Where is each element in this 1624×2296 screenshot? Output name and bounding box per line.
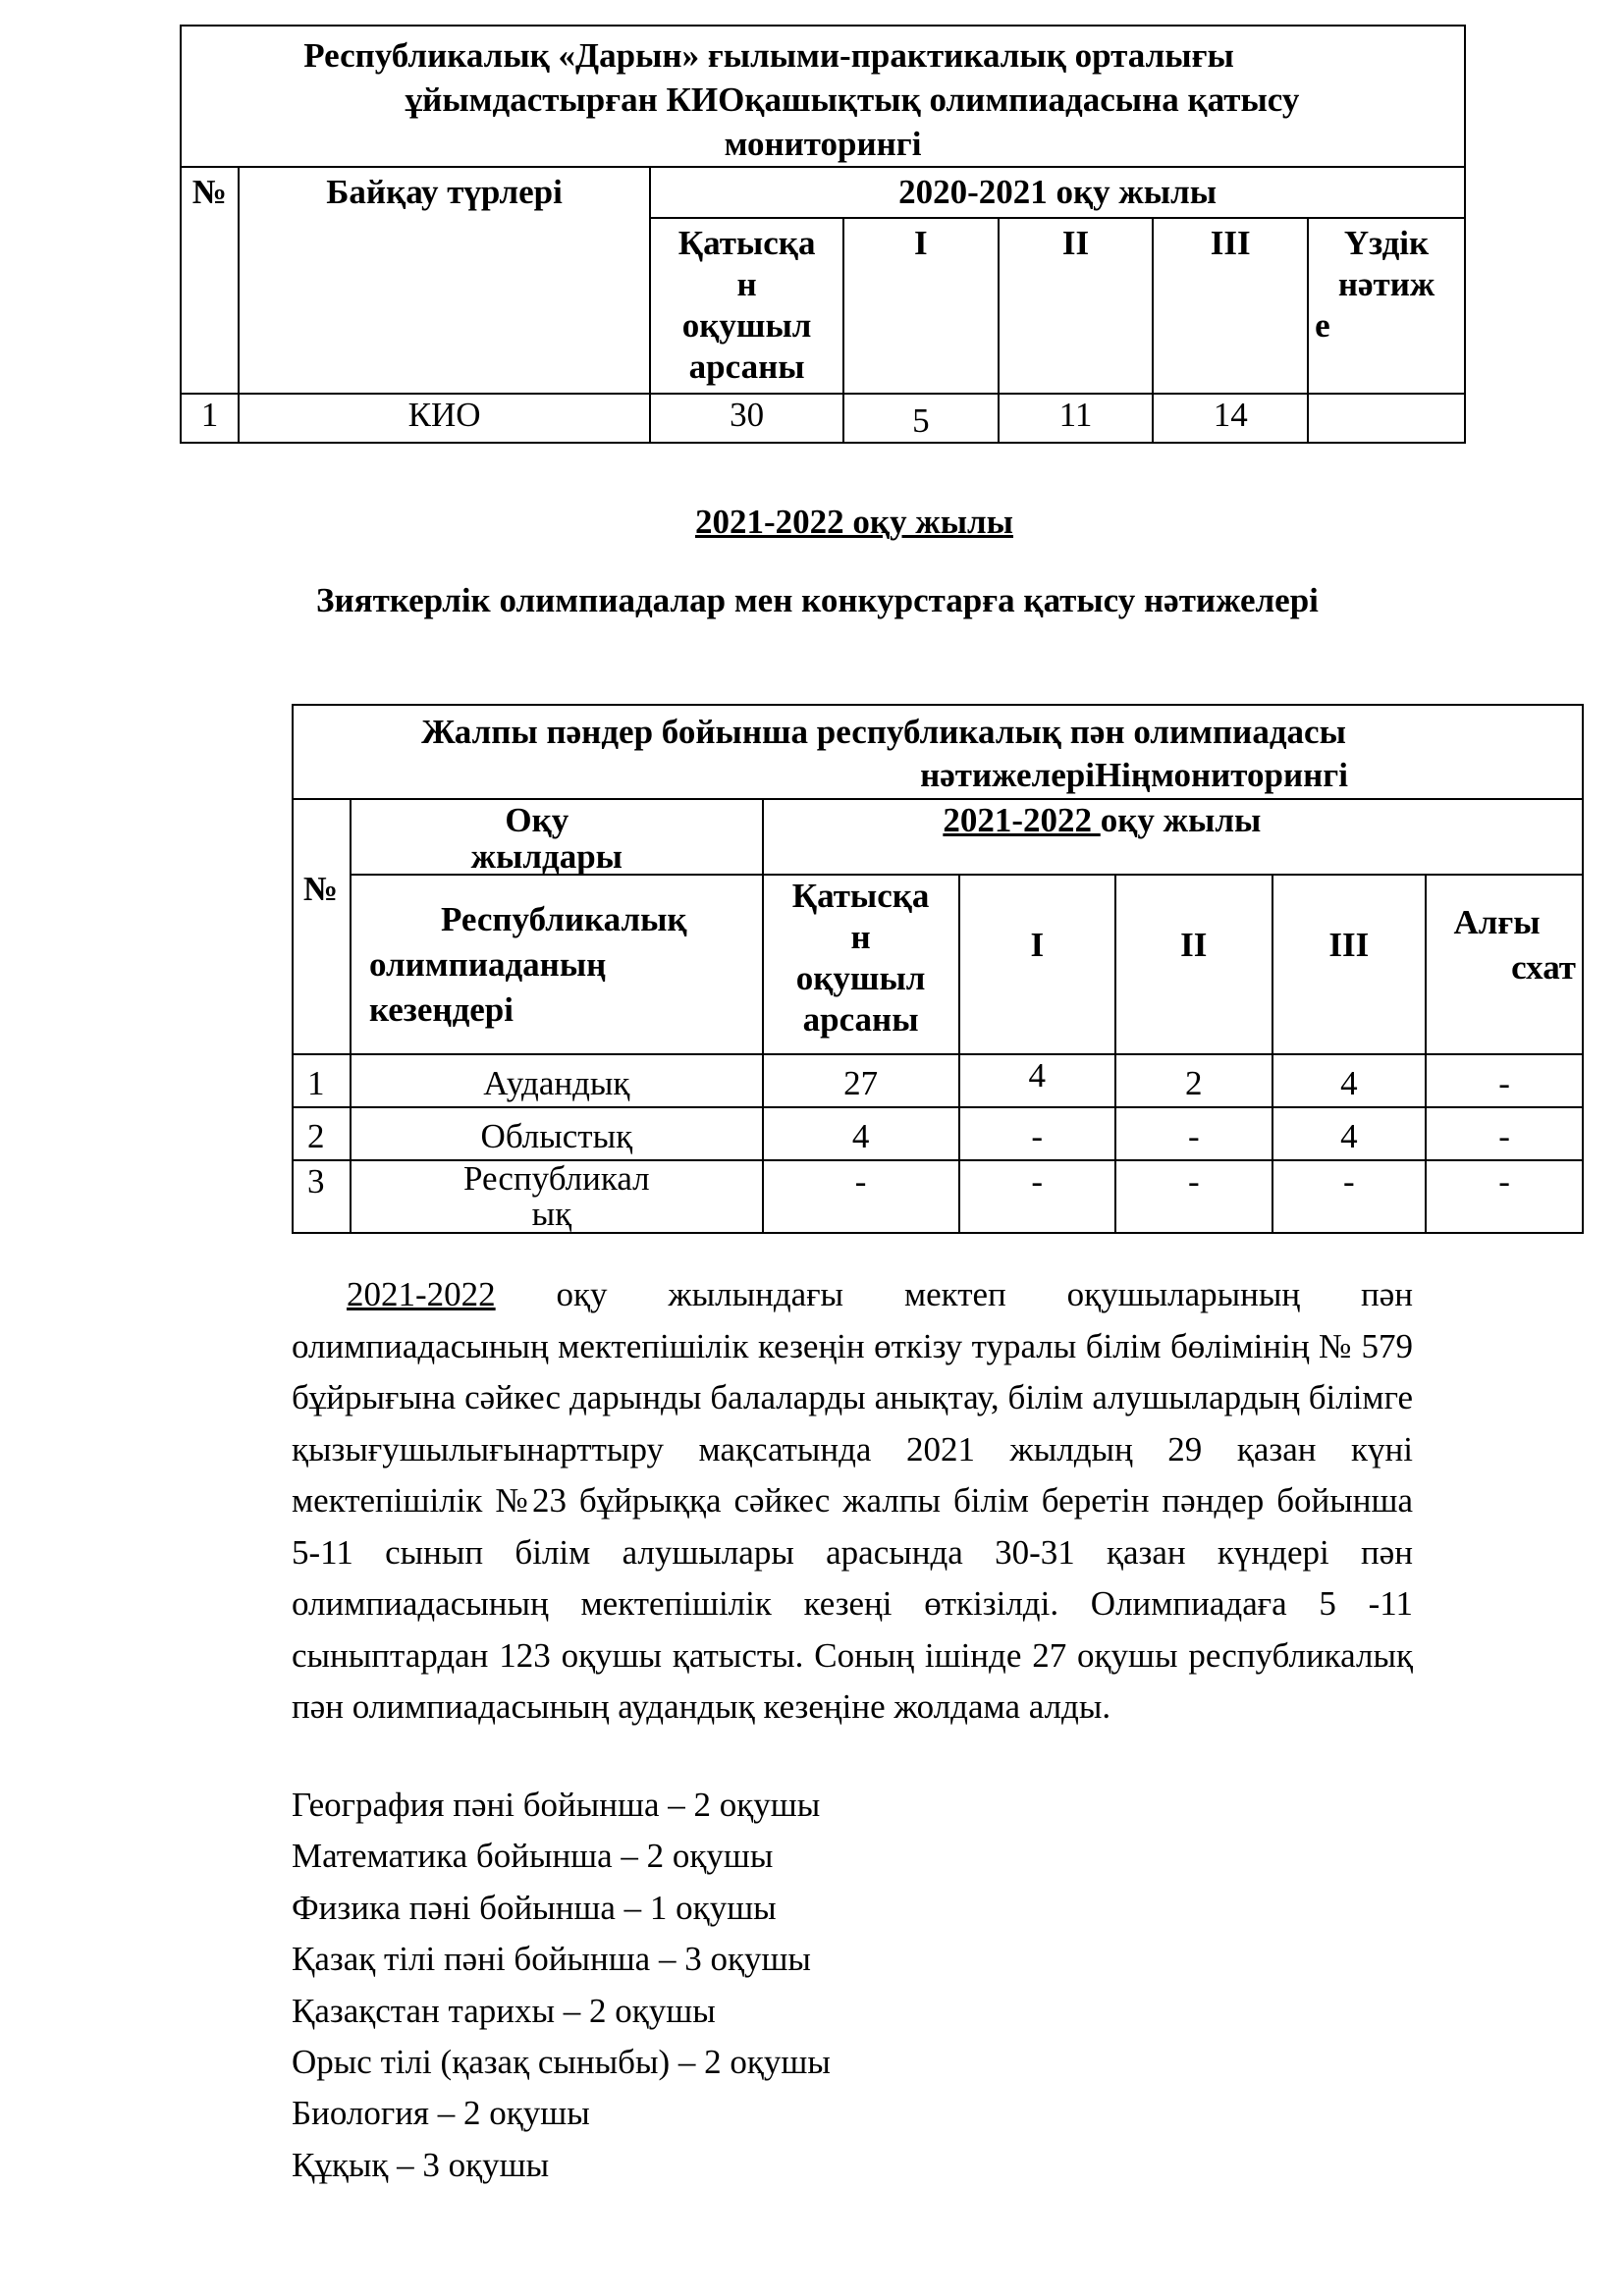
table-row <box>293 1107 1583 1160</box>
cell-participants: 27 <box>763 1054 959 1107</box>
list-item: Биология – 2 оқушы <box>292 2094 590 2133</box>
table2-study-years: Оқу жылдары <box>351 799 763 875</box>
list-item: Қазақстан тарихы – 2 оқушы <box>292 1991 716 2030</box>
subjects-list <box>292 1780 831 2191</box>
olympiad-monitoring-table <box>292 704 1584 1234</box>
cell-num: 1 <box>293 1054 351 1107</box>
list-item: Математика бойынша – 2 оқушы <box>292 1837 774 1876</box>
cell-alghys: - <box>1426 1054 1583 1107</box>
cell-num: 1 <box>181 394 239 443</box>
list-item: Физика пәні бойынша – 1 оқушы <box>292 1888 777 1927</box>
cell-I: - <box>959 1160 1116 1233</box>
cell-num: 2 <box>293 1107 351 1160</box>
cell-I: - <box>959 1107 1116 1160</box>
cell-type: КИО <box>239 394 650 443</box>
cell-III: 4 <box>1272 1054 1427 1107</box>
table-row <box>293 1160 1583 1233</box>
cell-stage: Республикал ық <box>351 1160 763 1233</box>
table-row <box>181 394 1465 443</box>
table2-col-I: I <box>959 875 1116 1054</box>
cell-I: 4 <box>959 1054 1116 1107</box>
table1-col-participants: Қатысқа н оқушыл арсаны <box>650 218 843 394</box>
table2-col-num: № <box>293 799 351 1054</box>
paragraph-text: оқу жылындағы мектеп оқушыларының пән олимпиадасының мектепішілік кезеңін өткізу туралы білім бөлімінің № 579 бұйрығына сәйкес дарынды балаларды анықтау, білім алушылардың білімге қызығушылығынарттыру мақсатында 2021 жылдың 29 қазан күні мектепішілік №23 бұйрыққа сәйкес жалпы білім беретін пәндер бойынша 5-11 сынып білім алушылары арасында 30-31 қазан күндері пән олимпиадасының мектепішілік кезеңі өткізілді. Олимпиадаға 5 -11 сыныптардан 123 оқушы қатысты. Соның ішінде 27 оқушы республикалық пән олимпиадасының аудандық кезеңіне жолдама алды. <box>292 1275 1413 1726</box>
table1-year: 2020-2021 оқу жылы <box>650 167 1465 218</box>
table1-col-type: Байқау түрлері <box>239 167 650 394</box>
cell-III: 4 <box>1272 1107 1427 1160</box>
cell-num: 3 <box>293 1160 351 1233</box>
paragraph-year: 2021-2022 <box>347 1275 496 1313</box>
cell-stage: Облыстық <box>351 1107 763 1160</box>
table1-col-III: III <box>1153 218 1308 394</box>
cell-I: 5 <box>843 394 999 443</box>
table2-col-stages: Республикалық олимпиаданың кезеңдері <box>351 875 763 1054</box>
section-year-heading: 2021-2022 оқу жылы <box>695 503 1013 541</box>
table2-year: 2021-2022 оқу жылы <box>763 799 1583 875</box>
table2-title: Жалпы пәндер бойынша республикалық пән олимпиадасы нәтижелеріНіңмониторингі <box>293 705 1583 799</box>
cell-II: 11 <box>999 394 1154 443</box>
list-item: Орыс тілі (қазақ сыныбы) – 2 оқушы <box>292 2043 831 2082</box>
list-item: Қазақ тілі пәні бойынша – 3 оқушы <box>292 1940 811 1979</box>
cell-stage: Аудандық <box>351 1054 763 1107</box>
cell-III: - <box>1272 1160 1427 1233</box>
cell-II: - <box>1115 1107 1272 1160</box>
cell-participants: - <box>763 1160 959 1233</box>
table1-col-best: Үздік нәтиж е <box>1308 218 1465 394</box>
table1-col-II: II <box>999 218 1154 394</box>
table-row <box>293 1054 1583 1107</box>
cell-alghys: - <box>1426 1107 1583 1160</box>
section-title-heading: Зияткерлік олимпиадалар мен конкурстарға қатысу нәтижелері <box>316 581 1319 619</box>
table1-col-num: № <box>181 167 239 394</box>
cell-participants: 4 <box>763 1107 959 1160</box>
cell-II: 2 <box>1115 1054 1272 1107</box>
cell-II: - <box>1115 1160 1272 1233</box>
cell-alghys: - <box>1426 1160 1583 1233</box>
list-item: Құқық – 3 оқушы <box>292 2145 550 2184</box>
body-paragraph <box>292 1269 1413 1734</box>
table1-title: Республикалық «Дарын» ғылыми-практикалық орталығы ұйымдастырған КИОқашықтық олимпиадасына қатысу мониторингі <box>181 26 1465 167</box>
cell-participants: 30 <box>650 394 843 443</box>
table2-col-participants: Қатысқа н оқушыл арсаны <box>763 875 959 1054</box>
table2-col-III: III <box>1272 875 1427 1054</box>
table2-col-II: II <box>1115 875 1272 1054</box>
list-item: География пәні бойынша – 2 оқушы <box>292 1786 821 1824</box>
kio-monitoring-table <box>180 25 1466 444</box>
cell-III: 14 <box>1153 394 1308 443</box>
table1-col-I: I <box>843 218 999 394</box>
table2-col-alghys: Алғы схат <box>1426 875 1583 1054</box>
cell-best <box>1308 394 1465 443</box>
